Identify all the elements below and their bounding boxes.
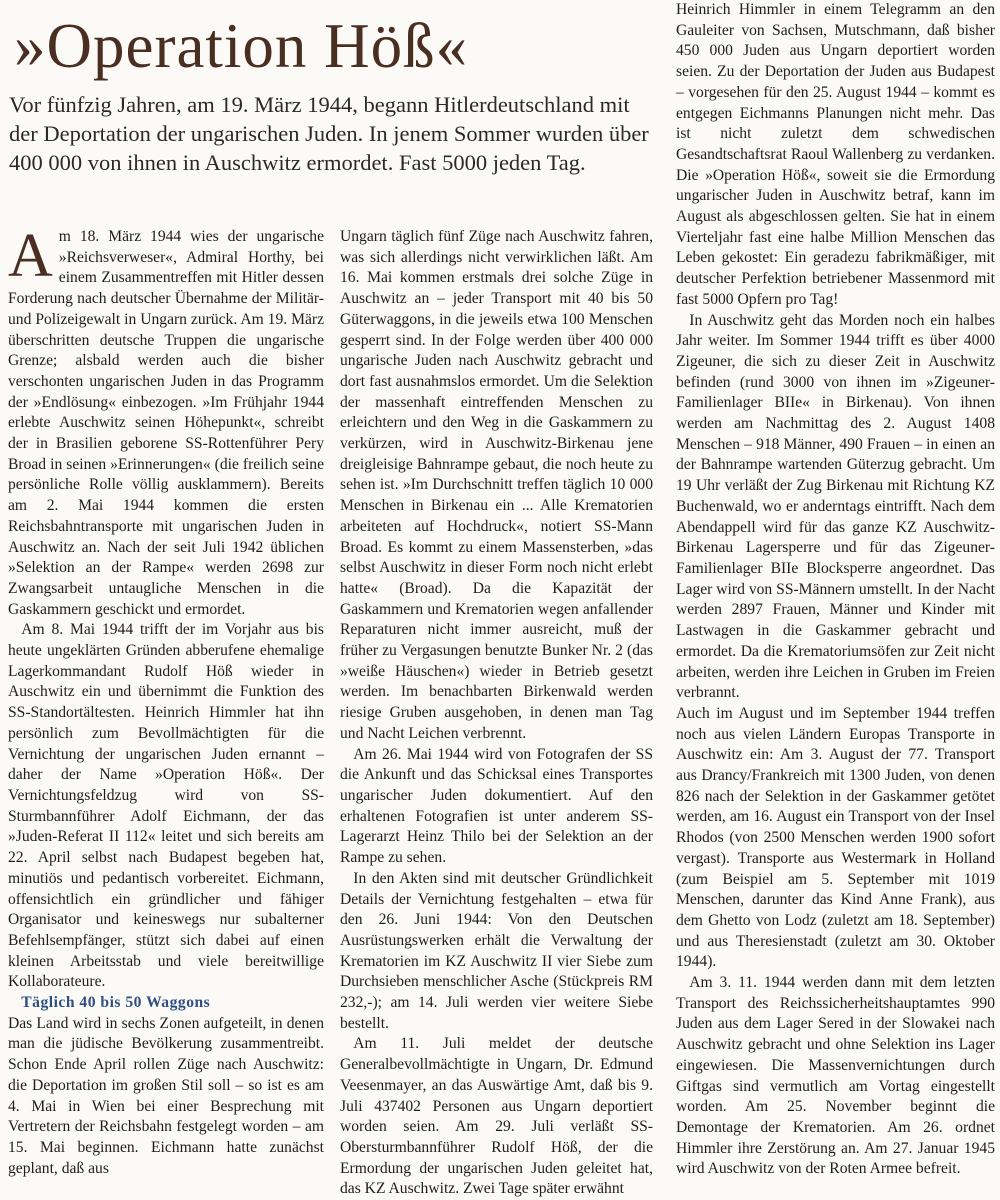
paragraph: In den Akten sind mit deutscher Gründlichkeit Details der Vernichtung festgehalten – etwa für den 26. Juni 1944: Von den Deutschen Ausrüstungswerken erhält die Verwaltung der Krematorien im KZ Auschwitz II vier Siebe zum Durchsieben menschlicher Asche (Stückpreis RM 232,-); am 14. Juli werden vier weitere Siebe bestellt. xyxy=(340,869,653,1032)
paragraph: Ungarn täglich fünf Züge nach Auschwitz fahren, was sich allerdings nicht verwirklichen läßt. Am 16. Mai kommen erstmals drei solche Züge in Auschwitz an – jeder Transport mit 40 bis 50 Güterwaggons, in die jeweils etwa 100 Menschen gesperrt sind. In der Folge werden über 400 000 ungarische Juden nach Auschwitz gebracht und dort fast ausnahmslos ermordet. Um die Selektion der massenhaft eintreffenden Menschen zu erleichtern und den Weg in die Gaskammern zu verkürzen, wird in Auschwitz-Birkenau jene dreigleisige Bahnrampe gebaut, die noch heute zu sehen ist. »Im Durchschnitt treffen täglich 10 000 Menschen in Birkenau ein ... Alle Krematorien arbeiteten auf Hochdruck«, notiert SS-Mann Broad. Es kommt zu einem Massensterben, »das selbst Auschwitz in dieser Form noch nicht erlebt hatte« (Broad). Da die Kapazität der Gaskammern und Krematorien wegen anfallender Reparaturen nicht immer ausreicht, muß der früher zu Vergasungen benutzte Bunker Nr. 2 (das »weiße Häuschen«) wieder in Betrieb gesetzt werden. Im benachbarten Birkenwald werden riesige Gruben ausgehoben, in denen man Tag und Nacht Leichen verbrennt. xyxy=(340,228,653,742)
paragraph: Am 26. Mai 1944 wird von Fotografen der SS die Ankunft und das Schicksal eines Transportes ungarischer Juden dokumentiert. Auf den erhaltenen Fotografien ist unter anderem SS-Lagerarzt Heinz Thilo bei der Selektion an der Rampe zu sehen. xyxy=(340,745,653,867)
drop-cap: A xyxy=(8,222,53,290)
column-2 xyxy=(340,227,653,1198)
paragraph: In Auschwitz geht das Morden noch ein halbes Jahr weiter. Im Sommer 1944 trifft es über 4000 Zigeuner, die sich zu dieser Zeit in Auschwitz befinden (rund 3000 von ihnen im »Zigeuner-Familienlager BIIe« in Birkenau). Von ihnen werden am Nachmittag des 2. August 1408 Menschen – 918 Männer, 490 Frauen – in einen an der Bahnrampe wartenden Güterzug gebracht. Um 19 Uhr verläßt der Zug Birkenau mit Richtung KZ Buchenwald, wo er anderntags eintrifft. Nach dem Abendappell wird für das ganze KZ Auschwitz-Birkenau Lagersperre und für das Zigeuner-Familienlager BIIe Blocksperre angeordnet. Das Lager wird von SS-Männern umstellt. In der Nacht werden 2897 Frauen, Männer und Kinder mit Lastwagen in die Gaskammer gebracht und ermordet. Da die Krematoriumsöfen zur Zeit nicht arbeiten, werden ihre Leichen in Gruben im Freien verbrannt. xyxy=(676,311,995,702)
subtitle: Vor fünfzig Jahren, am 19. März 1944, begann Hitlerdeutschland mit der Deportation der ungarischen Juden. In jenem Sommer wurden über 400 000 von ihnen in Auschwitz ermordet. Fast 5000 jeden Tag. xyxy=(9,92,649,175)
paragraph: Heinrich Himmler in einem Telegramm an den Gauleiter von Sachsen, Mutschmann, daß bisher 450 000 Juden aus Ungarn deportiert worden seien. Zu der Deportation der Juden aus Budapest – vorgesehen für den 25. August 1944 – kommt es entgegen Eichmanns Planungen nicht mehr. Das ist nicht zuletzt dem schwedischen Gesandtschaftsrat Raoul Wallenberg zu verdanken. Die »Operation Höß«, soweit sie die Ermordung ungarischer Juden in Auschwitz betraf, kann im August als abgeschlossen gelten. Sie hat in einem Vierteljahr fast eine halbe Million Menschen das Leben gekostet: Ein geradezu fabrikmäßiger, mit deutscher Perfektion betriebener Massenmord mit fast 5000 Opfern pro Tag! xyxy=(676,1,995,308)
paragraph: Am 3. 11. 1944 werden dann mit dem letzten Transport des Reichssicherheitshauptamtes 990 Juden aus dem Lager Sered in der Slowakei nach Auschwitz gebracht und ohne Selektion ins Lager eingewiesen. Die Massenvernichtungen durch Giftgas sind vermutlich am Vortag eingestellt worden. Am 25. November beginnt die Demontage der Krematorien. Am 26. ordnet Himmler ihre Zerstörung an. Am 27. Januar 1945 wird Auschwitz von der Roten Armee befreit. xyxy=(676,974,995,1178)
section-subheading: Täglich 40 bis 50 Waggons xyxy=(21,994,211,1012)
paragraph: Auch im August und im September 1944 treffen noch aus vielen Ländern Europas Transporte in Auschwitz ein: Am 3. August der 77. Transport aus Drancy/Frankreich mit 1300 Juden, von denen 826 nach der Selektion in der Gaskammer getötet werden, am 16. August ein Transport von der Insel Rhodos (von 2500 Menschen werden 1900 sofort vergast). Transporte aus Westermark in Holland (zum Beispiel am 5. September mit 1019 Menschen, darunter das Kind Anne Frank), aus dem Ghetto von Lodz (zuletzt am 18. September) und aus Theresienstadt (zuletzt am 30. Oktober 1944). xyxy=(676,704,995,971)
paragraph: Am 11. Juli meldet der deutsche Generalbevollmächtigte in Ungarn, Dr. Edmund Veesenmayer, an das Auswärtige Amt, daß bis 9. Juli 437402 Personen aus Ungarn deportiert worden seien. Am 29. Juli verläßt SS-Obersturmbannführer Rudolf Höß, der die Ermordung der ungarischen Juden geleitet hat, das KZ Auschwitz. Zwei Tage später erwähnt xyxy=(340,1035,653,1198)
column-1 xyxy=(8,222,324,1177)
paragraph xyxy=(8,222,324,620)
paragraph: Am 8. Mai 1944 trifft der im Vorjahr aus bis heute ungeklärten Gründen abberufene ehemalige Lagerkommandant Rudolf Höß wieder in Auschwitz ein und übernimmt die Funktion des SS-Standortältesten. Heinrich Himmler hat ihn persönlich zum Bevollmächtigten für die Vernichtung der ungarischen Juden ernannt – daher der Name »Operation Höß«. Der Vernichtungsfeldzug wird von SS-Sturmbannführer Adolf Eichmann, der das »Juden-Referat II 112« leitet und sich bereits am 22. April selbst nach Budapest begeben hat, minutiös und pedantisch vorbereitet. Eichmann, offensichtlich ein gründlicher und fähiger Organisator und keineswegs nur subalterner Befehlsempfänger, stützt sich dabei auf einen kleinen Arbeitsstab und viele bereitwillige Kollaborateure. xyxy=(8,621,324,991)
column-3 xyxy=(676,0,995,1178)
paragraph-text: m 18. März 1944 wies der ungarische »Reichsverweser«, Admiral Horthy, bei einem Zusammentreffen mit Hitler dessen Forderung nach deutscher Übernahme der Militär- und Polizeigewalt in Ungarn zurück. Am 19. März überschritten deutsche Truppen die ungarische Grenze; alsbald werden auch die bisher verschonten ungarischen Juden in das Programm der »Endlösung« einbezogen. »Im Frühjahr 1944 erlebte Auschwitz seinen Höhepunkt«, schreibt der in Brasilien geborene SS-Rottenführer Pery Broad in seinen »Erinnerungen« (die freilich seine persönliche Rolle völlig ausklammern). Bereits am 2. Mai 1944 kommen die ersten Reichsbahntransporte mit ungarischen Juden in Auschwitz an. Nach der seit Juli 1942 üblichen »Selektion an der Rampe« werden 2698 zur Zwangsarbeit untaugliche Menschen in die Gaskammern geschickt und ermordet. xyxy=(8,228,324,618)
paragraph: Das Land wird in sechs Zonen aufgeteilt, in denen man die jüdische Bevölkerung zusammentreibt. Schon Ende April rollen Züge nach Auschwitz: die Deportation im großen Stil soll – so ist es am 4. Mai in Wien bei einer Besprechung mit Vertretern der Reichsbahn festgelegt worden – am 15. Mai beginnen. Eichmann hatte zunächst geplant, daß aus xyxy=(8,1014,324,1177)
headline: »Operation Höß« xyxy=(14,11,469,81)
